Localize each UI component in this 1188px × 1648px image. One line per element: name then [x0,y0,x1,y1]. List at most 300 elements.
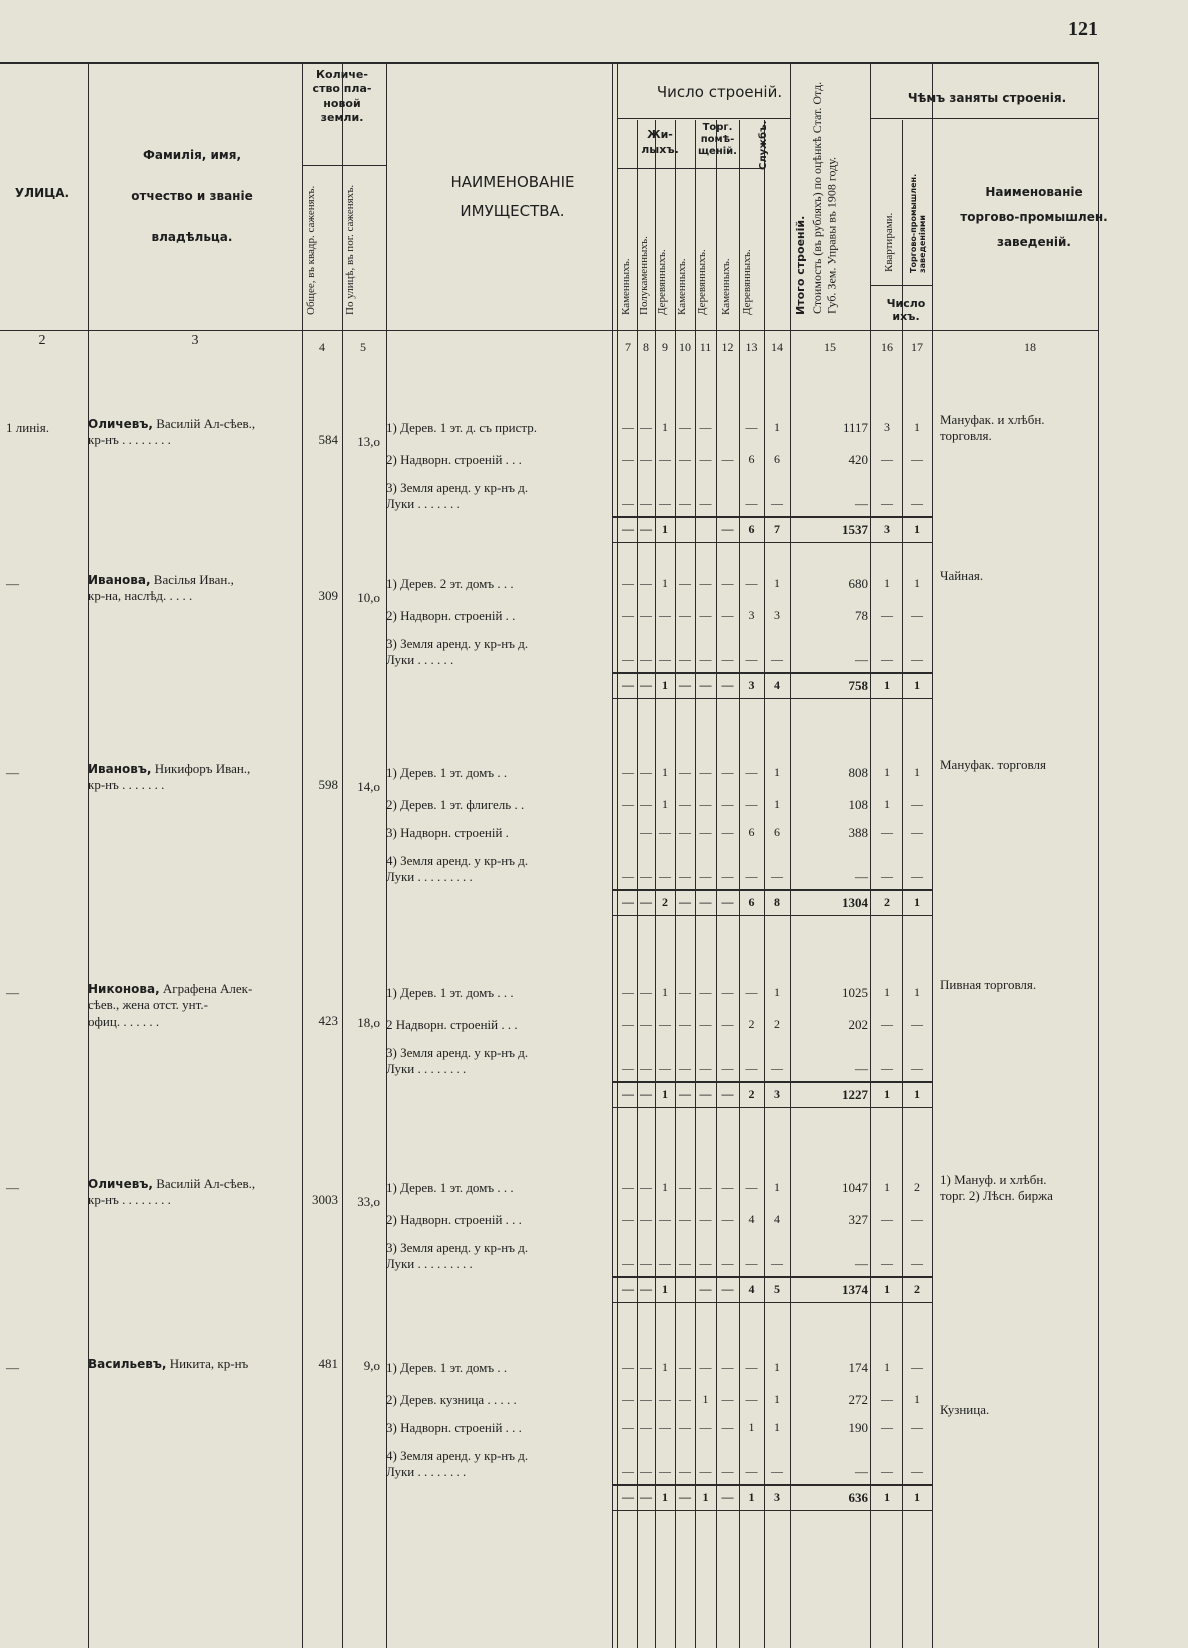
header-owner-line: владѣльца. [151,229,233,244]
total-count-cell: 2 [748,1087,755,1101]
building-count-cell: — [721,1420,734,1434]
establishment-cell [940,568,1150,584]
header-wooden: Деревянныхъ. [741,249,753,315]
building-count-cell: — [699,420,712,434]
building-count-cell: — [640,608,652,622]
apartments-cell: — [881,1420,893,1434]
owner-detail: кр-нъ . . . . . . . . [88,1192,171,1208]
building-count-cell: — [622,1360,634,1374]
property-item-line: 1) Дерев. 1 эт. д. съ пристр. [386,420,537,435]
header-land-total: Общее, въ квадр. саженяхъ. [305,185,317,315]
total-apartments-cell: 1 [884,1490,890,1504]
column-number: 14 [771,340,783,354]
total-trade-cell: 1 [914,1087,920,1101]
building-count-cell: — [640,1360,652,1374]
header-total-buildings: Итого строеній. [794,215,807,315]
apartments-cell: — [881,608,893,622]
value-cell: 78 [855,608,868,623]
building-count-cell: — [745,1256,758,1270]
rule-line [617,62,618,1648]
rule-line [617,118,790,119]
apartments-cell: — [881,452,893,466]
rule-line [870,62,871,1648]
total-count-cell: 1 [662,522,668,536]
header-land-line: ство пла- [312,82,372,96]
building-count-cell: — [640,1420,652,1434]
total-count-cell: — [721,895,734,909]
header-trade [690,122,745,158]
building-count-cell: — [721,452,734,466]
value-cell: 174 [848,1360,868,1375]
column-number: 7 [625,340,631,354]
owner-detail: офиц. . . . . . . [88,1013,160,1029]
total-count-cell: — [679,895,691,909]
building-count-cell: — [640,496,652,510]
establishment-line: торговля. [940,428,992,444]
apartments-cell: 1 [884,797,890,811]
area-cell: 309 [318,588,338,603]
building-count-cell: — [659,1017,671,1031]
building-count-cell: — [622,420,634,434]
trade-count-cell: — [911,452,923,466]
total-count-cell: — [622,1282,634,1296]
property-item-line: 1) Дерев. 2 эт. домъ . . . [386,576,514,591]
building-count-cell: — [640,576,652,590]
apartments-cell: — [881,1017,893,1031]
building-count-cell: — [640,1464,652,1478]
building-count-cell: — [640,825,652,839]
header-apartments: Квартирами. [883,212,895,272]
apartments-cell: — [881,1212,893,1226]
building-count-cell: — [679,1212,691,1226]
building-count-cell: 3 [748,608,755,622]
trade-count-cell: 1 [914,420,920,434]
total-count-cell: 4 [774,678,780,692]
column-number: 12 [721,340,734,354]
building-count-cell: — [659,1464,671,1478]
building-count-cell: 6 [748,825,755,839]
rule-line [617,168,764,169]
building-count-cell: — [721,1360,734,1374]
building-count-cell: — [622,1392,634,1406]
rule-line [302,62,303,1648]
column-number: 5 [360,340,366,354]
building-count-cell: — [622,652,634,666]
building-count-cell: — [622,496,634,510]
column-number: 18 [1024,340,1036,354]
frontage-cell: 14,о [357,779,380,794]
building-count-cell: 4 [748,1212,755,1226]
establishment-line: Мануфак. торговля [940,757,1046,772]
header-owner [92,135,292,257]
property-item [386,1017,616,1033]
building-count-cell: — [745,496,758,510]
total-count-cell: — [679,1087,691,1101]
building-count-cell: — [679,1464,691,1478]
property-item [386,1392,616,1408]
building-count-cell: 1 [662,1360,668,1374]
building-count-cell: — [679,825,691,839]
building-count-cell: — [640,1061,652,1075]
total-count-cell: 1 [702,1490,709,1504]
area-cell: 584 [318,432,338,447]
building-count-cell: — [640,1017,652,1031]
value-cell: 388 [848,825,868,840]
header-bottom-rule [0,330,1098,331]
property-item [386,636,616,669]
total-count-cell: 1 [748,1490,755,1504]
header-land-line: новой [323,96,361,110]
building-count-cell: — [699,825,712,839]
establishment-cell [940,977,1150,993]
building-count-cell: — [699,1256,712,1270]
total-count-cell: 6 [748,895,755,909]
building-count-cell: — [771,1464,783,1478]
building-count-cell: 1 [702,1392,709,1406]
building-count-cell: — [622,797,634,811]
trade-count-cell: — [911,869,923,883]
apartments-cell: 1 [884,765,890,779]
total-count-cell: — [622,1087,634,1101]
property-item-line: Луки . . . . . . . . . [386,869,473,885]
trade-count-cell: 1 [914,1392,920,1406]
apartments-cell: 3 [884,420,890,434]
trade-count-cell: — [911,1061,923,1075]
property-item [386,1420,616,1436]
street-cell: — [6,1180,19,1195]
total-value-cell: 636 [848,1490,868,1505]
building-count-cell: — [679,576,691,590]
total-count-cell: — [622,522,634,536]
building-count-cell: — [699,496,712,510]
building-count-cell: — [659,652,671,666]
property-item-line: 3) Надворн. строеній . . . [386,1420,522,1435]
owner-detail: Василій Ал-сѣев., [156,416,256,431]
subtotal-rule [612,1484,932,1486]
property-item-line: 2) Дерев. кузница . . . . . [386,1392,517,1407]
total-count-cell: — [699,895,712,909]
building-count-cell: — [659,452,671,466]
building-count-cell: — [721,1392,734,1406]
building-count-cell: — [745,1360,758,1374]
apartments-cell: 1 [884,1360,890,1374]
building-count-cell: — [699,797,712,811]
subtotal-rule [612,915,932,916]
total-apartments-cell: 3 [884,522,890,536]
apartments-cell: — [881,1061,893,1075]
total-count-cell: — [699,1282,712,1296]
frontage-cell: 13,о [357,434,380,449]
building-count-cell: — [745,576,758,590]
establishment-cell [940,1172,1150,1205]
subtotal-rule [612,1107,932,1108]
owner-cell [88,761,298,794]
building-count-cell: — [699,608,712,622]
building-count-cell: 1 [774,765,780,779]
building-count-cell: — [640,869,652,883]
building-count-cell: — [679,1420,691,1434]
building-count-cell: — [640,797,652,811]
value-cell: — [855,652,868,667]
property-item-line: Луки . . . . . . . [386,496,460,512]
header-trade-establishments: Торгово-промышлен. заведеніями [909,173,927,273]
building-count-cell: — [699,452,712,466]
property-item-line: 2) Надворн. строеній . . . [386,1212,522,1227]
building-count-cell: — [640,652,652,666]
total-value-cell: 1227 [842,1087,868,1102]
total-count-cell: — [640,678,652,692]
building-count-cell: — [745,1392,758,1406]
trade-count-cell: — [911,1256,923,1270]
building-count-cell: — [679,797,691,811]
subtotal-rule [612,1081,932,1083]
building-count-cell: — [659,1061,671,1075]
owner-cell [88,416,298,449]
header-land-line: Количе- [316,68,368,81]
total-value-cell: 1304 [842,895,868,910]
establishment-line: торг. 2) Лѣсн. биржа [940,1188,1053,1204]
owner-cell [88,572,298,605]
property-item [386,1180,616,1196]
total-apartments-cell: 2 [884,895,890,909]
building-count-cell: — [699,985,712,999]
building-count-cell: — [659,1212,671,1226]
column-number: 3 [191,333,199,348]
owner-surname: Никонова, [88,982,160,996]
building-count-cell: — [771,496,783,510]
building-count-cell: — [659,1420,671,1434]
building-count-cell: — [622,608,634,622]
column-number: 15 [824,340,836,354]
frontage-cell: 18,о [357,1015,380,1030]
building-count-cell: — [659,869,671,883]
establishment-line: Мануфак. и хлѣбн. [940,412,1045,427]
value-cell: 190 [848,1420,868,1435]
property-item [386,1360,616,1376]
building-count-cell: — [640,1212,652,1226]
building-count-cell: — [640,1256,652,1270]
property-item [386,853,616,886]
establishment-cell [940,412,1150,445]
apartments-cell: 1 [884,985,890,999]
property-item-line: 2) Надворн. строеній . . . [386,452,522,467]
property-item-line: 1) Дерев. 1 эт. домъ . . . [386,985,514,1000]
column-number: 11 [699,340,712,354]
street-cell: — [6,1360,19,1375]
building-count-cell: — [721,825,734,839]
building-count-cell: — [622,765,634,779]
building-count-cell: 1 [774,1420,780,1434]
apartments-cell: — [881,1464,893,1478]
value-cell: — [855,1061,868,1076]
building-count-cell: — [699,1360,712,1374]
building-count-cell: — [721,576,734,590]
header-property [395,168,630,225]
header-dwelling-line: Жи- [647,128,673,141]
owner-detail: кр-на, наслѣд. . . . . [88,588,193,604]
value-cell: 1047 [842,1180,868,1195]
street-cell: 1 линія. [6,420,49,435]
header-property-line: НАИМЕНОВАНІЕ [450,173,575,191]
building-count-cell: 1 [662,420,668,434]
column-number: 9 [662,340,668,354]
area-cell: 3003 [312,1192,338,1207]
owner-surname: Ивановъ, [88,762,152,776]
total-value-cell: 1537 [842,522,868,537]
total-apartments-cell: 1 [884,1282,890,1296]
building-count-cell: — [745,652,758,666]
area-cell: 481 [318,1356,338,1371]
column-number: 16 [881,340,893,354]
total-count-cell: — [721,522,734,536]
building-count-cell: — [679,496,691,510]
building-count-cell: — [640,985,652,999]
trade-count-cell: — [911,1464,923,1478]
trade-count-cell: — [911,825,923,839]
trade-count-cell: 1 [914,765,920,779]
building-count-cell: — [679,652,691,666]
building-count-cell: 3 [774,608,780,622]
header-trade-name-line: Наименованіе [985,185,1083,199]
owner-detail: кр-нъ . . . . . . . . [88,432,171,448]
property-item-line: 1) Дерев. 1 эт. домъ . . [386,1360,508,1375]
property-item-line: Луки . . . . . . [386,652,454,668]
property-item-line: Луки . . . . . . . . [386,1464,467,1480]
subtotal-rule [612,1510,932,1511]
header-street: УЛИЦА. [14,186,70,200]
building-count-cell: — [721,652,734,666]
subtotal-rule [612,1302,932,1303]
value-cell: 272 [848,1392,868,1407]
header-semistone: Полукаменныхъ. [638,236,650,315]
total-count-cell: 4 [748,1282,755,1296]
total-count-cell: 1 [662,678,668,692]
header-trade-name-line: заведеній. [996,235,1071,250]
owner-surname: Оличевъ, [88,417,153,431]
value-cell: — [855,1464,868,1479]
owner-detail: Никита, кр-нъ [169,1356,249,1371]
building-count-cell: 1 [662,985,668,999]
total-apartments-cell: 1 [884,1087,890,1101]
building-count-cell: — [771,652,783,666]
value-cell: 108 [848,797,868,812]
property-item [386,1448,616,1481]
apartments-cell: — [881,1256,893,1270]
building-count-cell: 2 [748,1017,755,1031]
owner-detail: Никифоръ Иван., [154,761,251,776]
owner-cell [88,1356,298,1372]
total-count-cell: — [640,1282,652,1296]
building-count-cell: — [721,1464,734,1478]
header-owner-line: отчество и званіе [131,188,253,203]
value-cell: — [855,869,868,884]
building-count-cell: — [699,576,712,590]
page-number: 121 [1068,18,1098,40]
trade-count-cell: — [911,1360,923,1374]
total-value-cell: 1374 [842,1282,868,1297]
property-item [386,765,616,781]
trade-count-cell: — [911,652,923,666]
header-dwelling [630,128,690,158]
street-cell: — [6,985,19,1000]
building-count-cell: — [679,869,691,883]
property-item [386,480,616,513]
building-count-cell: 1 [662,576,668,590]
value-cell: 1025 [842,985,868,1000]
rule-line [342,62,343,1648]
header-wooden: Деревянныхъ. [696,249,708,315]
total-trade-cell: 2 [914,1282,920,1296]
building-count-cell: — [622,576,634,590]
owner-cell [88,981,298,1030]
building-count-cell: 6 [774,452,780,466]
building-count-cell: — [721,985,734,999]
apartments-cell: — [881,496,893,510]
building-count-cell: — [699,1017,712,1031]
header-property-line: ИМУЩЕСТВА. [460,201,565,220]
building-count-cell: — [771,869,783,883]
building-count-cell: 1 [662,797,668,811]
value-cell: 680 [848,576,868,591]
trade-count-cell: — [911,1420,923,1434]
building-count-cell: — [659,1256,671,1270]
property-item-line: 3) Земля аренд. у кр-нъ д. [386,1240,529,1255]
trade-count-cell: 1 [914,985,920,999]
subtotal-rule [612,672,932,674]
building-count-cell: — [745,1464,758,1478]
property-item [386,576,616,592]
total-trade-cell: 1 [914,1490,920,1504]
property-item [386,1212,616,1228]
apartments-cell: 1 [884,576,890,590]
property-item-line: 1) Дерев. 1 эт. домъ . . [386,765,508,780]
area-cell: 598 [318,777,338,792]
top-rule [0,62,1098,64]
owner-surname: Иванова, [88,573,151,587]
owner-detail: Василій Ал-сѣев., [156,1176,256,1191]
column-number: 17 [911,340,923,354]
value-cell: 202 [848,1017,868,1032]
building-count-cell: — [659,608,671,622]
property-item [386,452,616,468]
property-item-line: 3) Земля аренд. у кр-нъ д. [386,480,529,495]
building-count-cell: — [622,452,634,466]
establishment-line: 1) Мануф. и хлѣбн. [940,1172,1047,1187]
building-count-cell: — [721,869,734,883]
total-count-cell: 7 [774,522,780,536]
building-count-cell: — [699,652,712,666]
value-cell: 327 [848,1212,868,1227]
subtotal-rule [612,516,932,518]
apartments-cell: — [881,1392,893,1406]
building-count-cell: — [679,1180,691,1194]
total-count-cell: 1 [662,1087,668,1101]
building-count-cell: — [721,608,734,622]
building-count-cell: — [721,1180,734,1194]
subtotal-rule [612,542,932,543]
header-count-line: ихъ. [892,310,920,324]
total-count-cell: 1 [662,1282,668,1296]
header-trade-name-line: торгово-промышлен. [960,210,1108,225]
header-count [876,297,936,323]
building-count-cell: — [721,1212,734,1226]
building-count-cell: — [622,1061,634,1075]
owner-detail: кр-нъ . . . . . . . [88,777,165,793]
building-count-cell: — [640,420,652,434]
property-item [386,1240,616,1273]
header-count-line: Число [886,297,926,310]
property-item-line: 3) Земля аренд. у кр-нъ д. [386,1045,529,1060]
